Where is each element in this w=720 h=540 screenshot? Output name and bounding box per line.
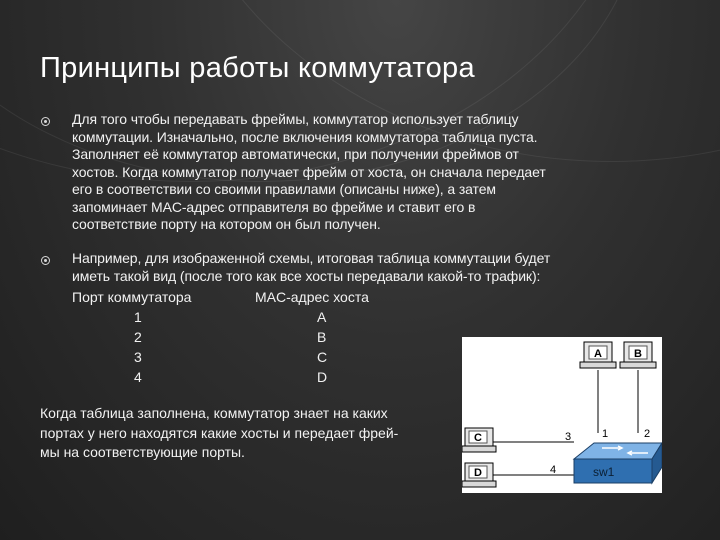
table-header-mac: MAC-адрес хоста: [255, 289, 369, 305]
computer-icon: [462, 463, 496, 487]
table-row: [72, 327, 372, 347]
host-label: C: [474, 432, 482, 444]
text-line: запоминает MAC-адрес отправителя во фрейме и ставит его в: [72, 198, 476, 215]
slide-title: Принципы работы коммутатора: [40, 52, 475, 84]
text-line: Заполняет её коммутатор автоматически, при получении фреймов от: [72, 146, 519, 162]
computer-icon: [620, 342, 656, 368]
port-label: 2: [644, 428, 651, 440]
bullet-paragraph-1: [72, 111, 546, 234]
port-label: 3: [565, 431, 572, 443]
port-label: 1: [602, 428, 609, 440]
table-row: [72, 307, 372, 327]
host-label: D: [474, 467, 482, 479]
text-line: Например, для изображенной схемы, итоговая таблица коммутации будет: [72, 250, 551, 266]
text-line: Когда таблица заполнена, коммутатор знает на каких: [40, 405, 388, 421]
text-line: иметь такой вид (после того как все хосты передавали какой-то трафик):: [72, 267, 541, 284]
table-header-row: [72, 287, 372, 307]
text-line: соответствие порту на котором он был получен.: [72, 216, 381, 232]
table-cell-port: 4: [134, 369, 142, 385]
text-line: его в соответствии со своими правилами (описаны ниже), а затем: [72, 181, 496, 197]
text-line: портах у него находятся какие хосты и передает фрей-: [40, 424, 399, 441]
table-row: [72, 367, 372, 387]
bullet-paragraph-2: [72, 250, 550, 285]
text-line: коммутации. Изначально, после включения коммутатора таблица пуста.: [72, 128, 538, 145]
table-header-port: Порт коммутатора: [72, 289, 192, 305]
table-cell-mac: C: [317, 349, 328, 365]
circle-bullet-icon: [41, 117, 50, 126]
table-cell-mac: A: [317, 309, 327, 325]
computer-icon: [462, 428, 496, 452]
port-label: 4: [550, 464, 557, 476]
table-cell-port: 2: [134, 329, 142, 345]
text-line: хостов. Когда коммутатор получает фрейм от хоста, он сначала передает: [72, 163, 546, 180]
switch-label: sw1: [593, 465, 615, 479]
text-line: Для того чтобы передавать фреймы, коммутатор использует таблицу: [72, 111, 519, 127]
table-cell-port: 1: [134, 309, 142, 325]
text-line: мы на соответствующие порты.: [40, 444, 245, 460]
computer-icon: [580, 342, 616, 368]
circle-bullet-icon: [41, 256, 50, 265]
table-cell-port: 3: [134, 349, 142, 365]
switching-table: [72, 287, 372, 387]
switch-icon: [574, 443, 662, 483]
table-cell-mac: B: [317, 329, 327, 345]
table-row: [72, 347, 372, 367]
summary-paragraph: [40, 404, 398, 463]
network-diagram: [462, 337, 662, 493]
host-label: B: [634, 348, 642, 360]
host-label: A: [594, 348, 602, 360]
table-cell-mac: D: [317, 369, 328, 385]
